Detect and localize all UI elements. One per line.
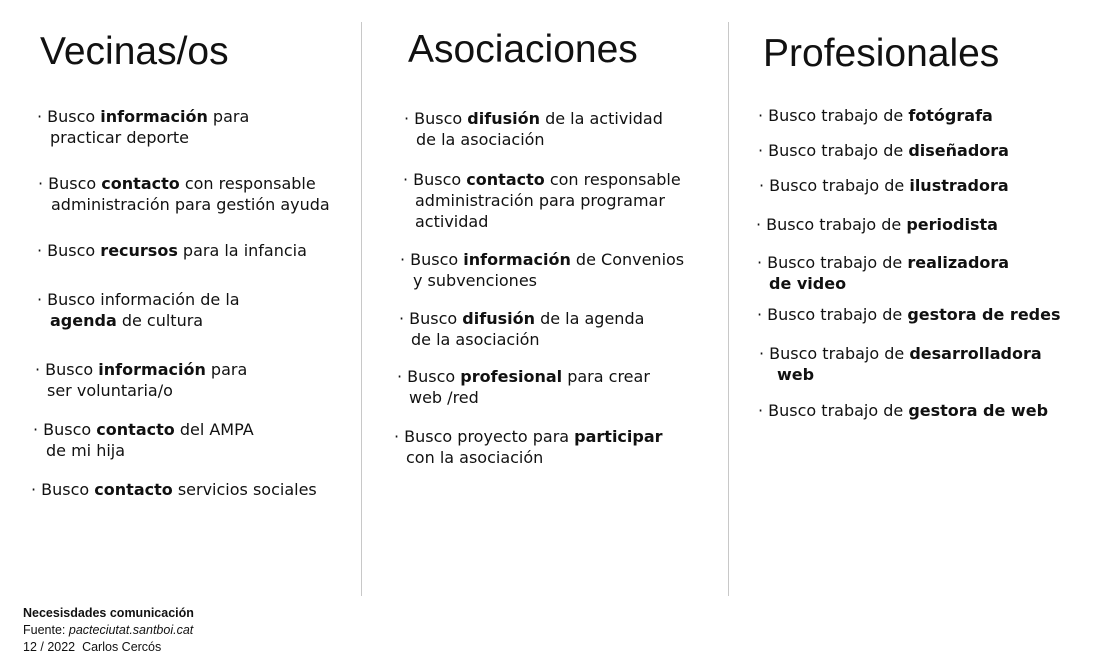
list-item: · Busco contacto con responsable administración para programar actividad <box>403 170 681 231</box>
footer <box>23 605 194 656</box>
list-item: · Busco información para practicar deporte <box>37 107 250 147</box>
column-title-asociaciones: Asociaciones <box>408 28 638 71</box>
list-item: · Busco trabajo de gestora de web <box>758 401 1049 420</box>
list-item: · Busco contacto del AMPA de mi hija <box>33 420 254 460</box>
list-item: · Busco trabajo de diseñadora <box>758 141 1009 160</box>
footer-date-author: 12 / 2022 Carlos Cercós <box>23 640 162 654</box>
list-item: · Busco difusión de la agenda de la asociación <box>399 309 645 349</box>
list-item: · Busco recursos para la infancia <box>37 241 307 260</box>
list-item: · Busco trabajo de desarrolladora web <box>759 344 1042 384</box>
list-item: · Busco trabajo de realizadora de video <box>757 253 1010 293</box>
list-item: · Busco profesional para crear web /red <box>397 367 650 407</box>
list-item: · Busco información para ser voluntaria/o <box>35 360 248 400</box>
list-item: · Busco trabajo de gestora de redes <box>757 305 1061 324</box>
list-item: · Busco trabajo de periodista <box>756 215 998 234</box>
list-item: · Busco difusión de la actividad de la asociación <box>404 109 663 149</box>
list-item: · Busco información de la agenda de cultura <box>37 290 240 330</box>
footer-title: Necesisdades comunicación <box>23 606 194 620</box>
list-item: · Busco contacto servicios sociales <box>31 480 317 499</box>
footer-source: Fuente: pacteciutat.santboi.cat <box>23 623 194 637</box>
list-item: · Busco trabajo de ilustradora <box>759 176 1009 195</box>
list-item: · Busco contacto con responsable administración para gestión ayuda <box>38 174 330 214</box>
column-divider-left <box>361 22 362 596</box>
list-item: · Busco trabajo de fotógrafa <box>758 106 993 125</box>
list-item: · Busco proyecto para participar con la asociación <box>394 427 663 467</box>
column-title-vecinas: Vecinas/os <box>40 30 229 73</box>
footer-source-link: pacteciutat.santboi.cat <box>68 623 194 637</box>
list-item: · Busco información de Convenios y subvenciones <box>400 250 685 290</box>
column-title-profesionales: Profesionales <box>763 32 1000 75</box>
column-divider-right <box>728 22 729 596</box>
